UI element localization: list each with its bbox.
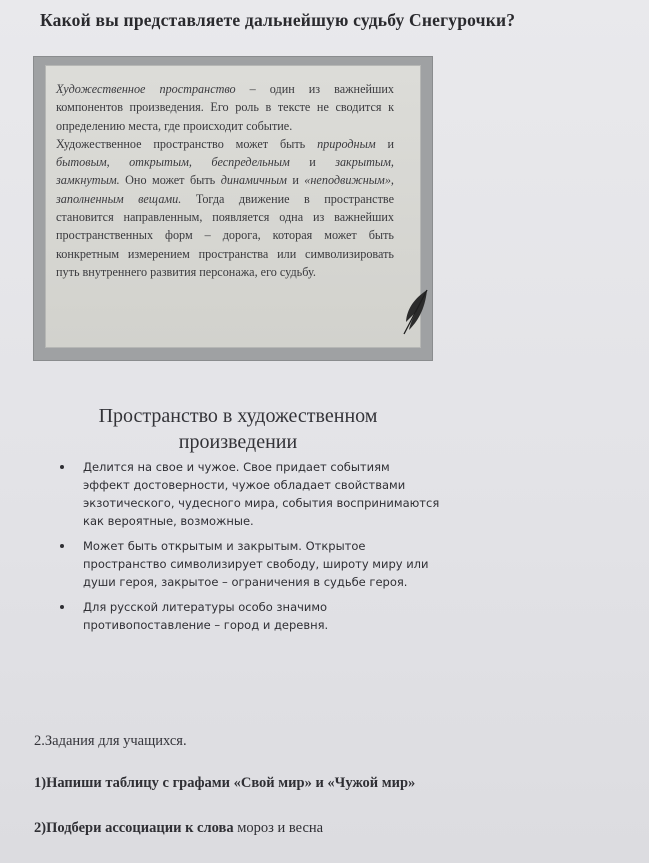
- slide-frame: [34, 57, 432, 360]
- list-item: Может быть открытым и закрытым. Открытое пространство символизирует свободу, широту миру или души героя, закрытое – ограничения в судьбе героя.: [60, 537, 440, 591]
- slide-paragraph-1: Художественное пространство – один из важнейших компонентов произведения. Его роль в тексте не сводится к определению места, где происходит событие.: [56, 82, 394, 133]
- slide-term: Художественное пространство: [56, 82, 236, 96]
- list-item: Для русской литературы особо значимо противопоставление – город и деревня.: [60, 598, 440, 634]
- list-item: Делится на свое и чужое. Свое придает событиям эффект достоверности, чужое обладает свойствами экзотического, чудесного мира, события воспринимаются как вероятные, возможные.: [60, 458, 440, 530]
- slide-paragraph-2: Художественное пространство может быть природным и бытовым, открытым, беспредельным и закрытым, замкнутым. Оно может быть динамичным и «неподвижным», заполненным вещами. Тогда движение в пространстве становится направленным, появляется одна из важнейших пространственных форм – дорога, которая может быть конкретным измерением пространства или символизировать путь внутреннего развития персонажа, его судьбу.: [56, 136, 394, 279]
- slide-inner-panel: [45, 65, 421, 348]
- section-title: Пространство в художественном произведении: [98, 405, 378, 453]
- task-1: 1)Напиши таблицу с графами «Свой мир» и «Чужой мир»: [34, 775, 416, 791]
- bullet-icon: [60, 544, 64, 548]
- bullet-list: [60, 458, 440, 641]
- question-heading: Какой вы представляете дальнейшую судьбу Снегурочки?: [40, 10, 516, 30]
- tasks-heading: 2.Задания для учащихся.: [34, 733, 187, 749]
- bullet-icon: [60, 605, 64, 609]
- task-2: 2)Подбери ассоциации к слова мороз и весна: [34, 820, 324, 836]
- quill-feather-icon: [401, 288, 431, 336]
- bullet-icon: [60, 465, 64, 469]
- slide-text: [56, 80, 394, 281]
